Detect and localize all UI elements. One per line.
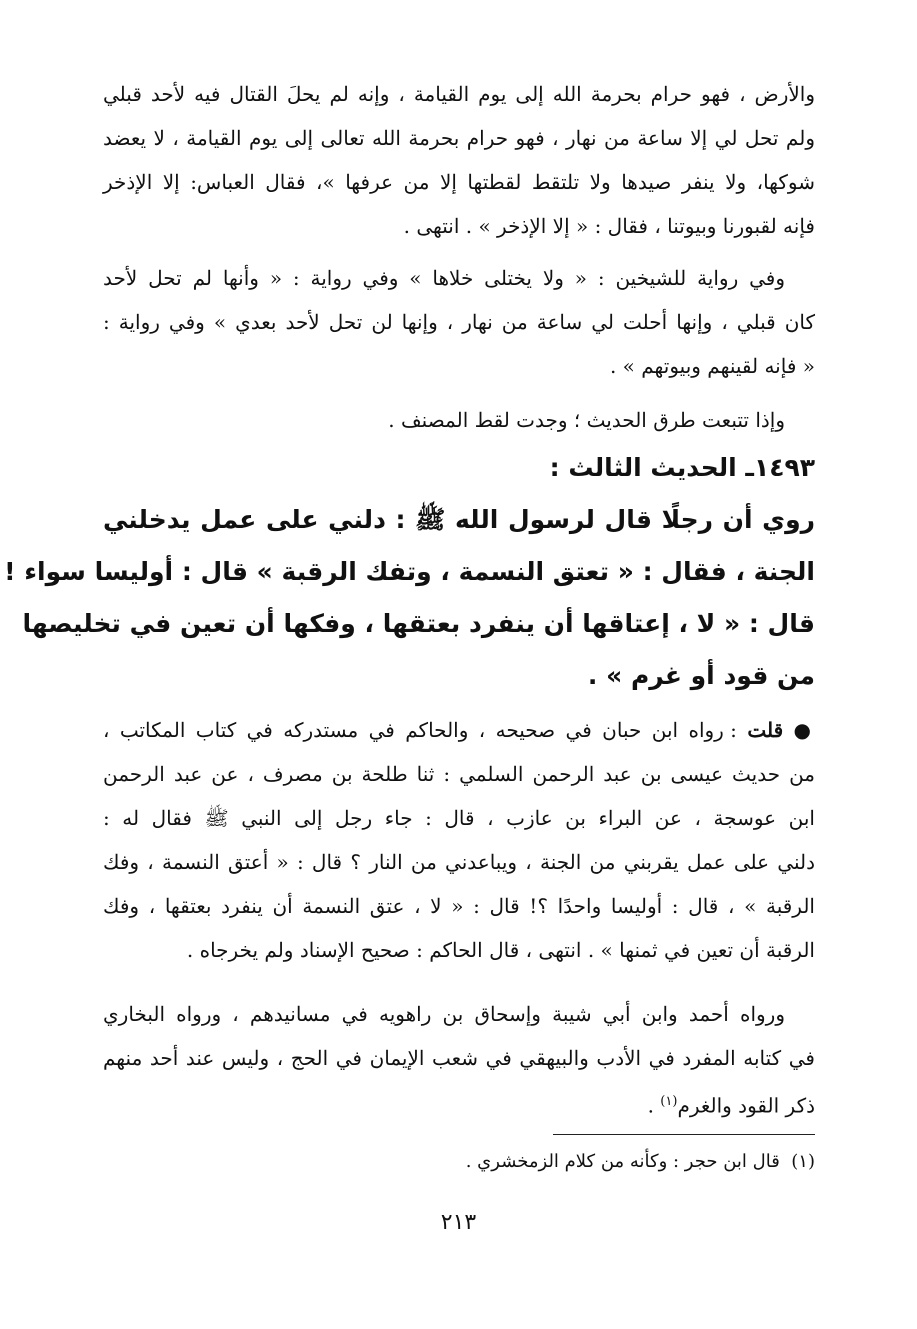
paragraph-author-note xyxy=(103,398,815,442)
heading-text: ١٤٩٣ـ الحديث الثالث : xyxy=(549,453,815,482)
bullet-icon: ● xyxy=(793,718,816,742)
text-line: ورواه أحمد وابن أبي شيبة وإسحاق بن راهويه في مسانيدهم ، ورواه البخاري xyxy=(103,1002,785,1026)
page-number: ٢١٣ xyxy=(440,1210,477,1235)
text-line-with-footnote xyxy=(103,1080,815,1128)
footnote-line xyxy=(103,1146,815,1178)
text-line: ذكر القود والغرم xyxy=(677,1093,815,1118)
text-line: في كتابه المفرد في الأدب والبيهقي في شعب الإيمان في الحج ، وليس عند أحد منهم xyxy=(103,1046,815,1070)
hadith-text xyxy=(4,494,815,702)
hadith-line: قال : « لا ، إعتاقها أن ينفرد بعتقها ، وفكها أن تعين في تخليصها xyxy=(22,609,815,638)
commentary-paragraph xyxy=(103,708,815,972)
text-line: ولم تحل لي إلا ساعة من نهار ، فهو حرام بحرمة الله تعالى إلى يوم القيامة ، لا يعضد xyxy=(103,126,815,150)
text-line: وفي رواية للشيخين : « ولا يختلى خلاها » وفي رواية : « وأنها لم تحل لأحد xyxy=(103,266,785,290)
text-line: ابن عوسجة ، عن البراء بن عازب ، قال : جاء رجل إلى النبي ﷺ فقال له : xyxy=(103,806,815,830)
text-line: الرقبة » ، قال : أوليسا واحدًا ؟! قال : « لا ، عتق النسمة أن ينفرد بعتقها ، وفك xyxy=(103,894,815,918)
hadith-line: الجنة ، فقال : « تعتق النسمة ، وتفك الرقبة » قال : أوليسا سواء ! xyxy=(4,557,815,586)
footnote-text: قال ابن حجر : وكأنه من كلام الزمخشري . xyxy=(465,1151,780,1172)
commentary-label: قلت xyxy=(747,718,784,742)
text-line: وإذا تتبعت طرق الحديث ؛ وجدت لقط المصنف . xyxy=(388,408,785,432)
text-line: كان قبلي ، وإنها أحلت لي ساعة من نهار ، وإنها لن تحل لأحد بعدي » وفي رواية : xyxy=(103,310,815,334)
text-line: من حديث عيسى بن عبد الرحمن السلمي : ثنا طلحة بن مصرف ، عن عبد الرحمن xyxy=(103,762,815,786)
commentary-first-line xyxy=(103,708,815,752)
commentary-first-line-text: : رواه ابن حبان في صحيحه ، والحاكم في مستدركه في كتاب المكاتب ، xyxy=(103,718,737,742)
paragraph-other-narrators xyxy=(103,992,815,1128)
text-line: الرقبة أن تعين في ثمنها » . انتهى ، قال الحاكم : صحيح الإسناد ولم يخرجاه . xyxy=(186,938,815,962)
sentence-end: . xyxy=(647,1093,661,1118)
hadith-line: روي أن رجلًا قال لرسول الله ﷺ : دلني على عمل يدخلني xyxy=(103,505,815,534)
text-line: شوكها، ولا ينفر صيدها ولا تلتقط لقطتها إلا من عرفها »، فقال العباس: إلا الإذخر xyxy=(103,170,815,194)
text-line: والأرض ، فهو حرام بحرمة الله إلى يوم القيامة ، وإنه لم يحلَ القتال فيه لأحد قبلي xyxy=(103,82,815,106)
hadith-heading xyxy=(103,446,815,490)
paragraph-shaykhayn-narration xyxy=(103,256,815,388)
text-line: فإنه لقبورنا وبيوتنا ، فقال : « إلا الإذخر » . انتهى . xyxy=(403,214,815,238)
footnote-reference[interactable]: (١) xyxy=(660,1094,678,1109)
footnote-marker: (١) xyxy=(791,1151,815,1172)
footnote xyxy=(103,1146,815,1178)
text-line: « فإنه لقينهم وبيوتهم » . xyxy=(609,354,815,378)
footnote-divider xyxy=(553,1134,815,1135)
hadith-line: من قود أو غرم » . xyxy=(587,661,815,690)
paragraph-hadith-continuation xyxy=(103,72,815,248)
text-line: دلني على عمل يقربني من الجنة ، ويباعدني من النار ؟ قال : « أعتق النسمة ، وفك xyxy=(103,850,815,874)
